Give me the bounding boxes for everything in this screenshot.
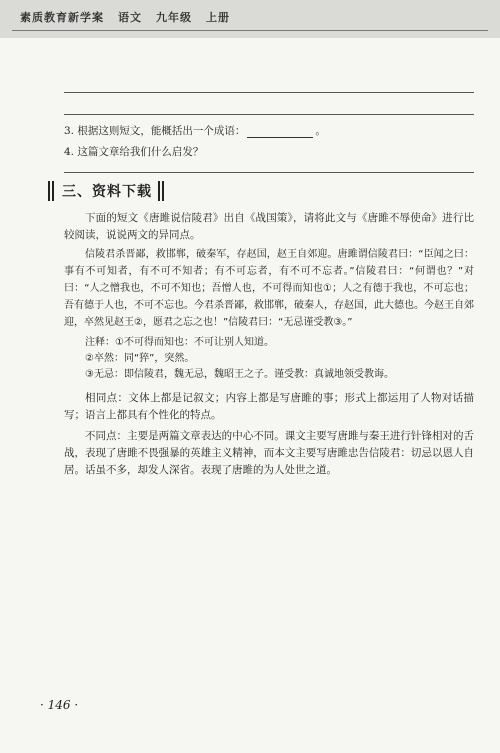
- header-grade: 九年级: [156, 11, 192, 24]
- notes-line-1: [64, 335, 474, 351]
- note-2: ②卒然：同“猝”，突然。: [85, 353, 195, 364]
- section-heading: [48, 180, 166, 202]
- page-header: [0, 0, 500, 38]
- section-title: 三、资料下载: [62, 184, 152, 200]
- similarities-paragraph: 相同点：文体上都是记叙文；内容上都是写唐雎的事；形式上都运用了人物对话描写；语言上都具有个性化的特点。: [64, 392, 474, 421]
- answer-line: [64, 92, 474, 93]
- section-bar: [48, 181, 50, 201]
- section-bar: [52, 181, 54, 201]
- differences-paragraph: 不同点：主要是两篇文章表达的中心不同。课文主要写唐雎与秦王进行针锋相对的舌战，表现了唐雎不畏强暴的英雄主义精神，而本文主要写唐雎忠告信陵君：切忌以恩人自居。话虽不多，却发人深省。表现了唐雎的为人处世之道。: [64, 430, 474, 476]
- note-3: ③无忌：即信陵君，魏无忌，魏昭王之子。谨受教：真诚地领受教诲。: [85, 369, 394, 380]
- header-title: [20, 9, 230, 25]
- question-3-text: 3. 根据这则短文，能概括出一个成语：: [64, 125, 246, 137]
- header-series: 素质教育新学案: [20, 11, 104, 24]
- question-4: 4. 这篇文章给我们什么启发？: [64, 146, 204, 158]
- answer-line: [64, 114, 474, 115]
- header-subject: 语文: [118, 11, 142, 24]
- notes-label: 注释：: [85, 337, 115, 348]
- notes: [64, 335, 474, 383]
- section-bar: [158, 181, 160, 201]
- note-1: ①不可得而知也：不可让别人知道。: [115, 337, 274, 348]
- answer-line: [64, 172, 474, 173]
- header-volume: 上册: [206, 11, 230, 24]
- question-3: [64, 124, 326, 138]
- header-rule: [12, 30, 488, 31]
- page-number: · 146 ·: [40, 698, 79, 712]
- question-3-end: 。: [315, 125, 326, 137]
- section-bar: [162, 181, 164, 201]
- answer-blank: [247, 126, 313, 138]
- intro-paragraph: 下面的短文《唐雎说信陵君》出自《战国策》，请将此文与《唐雎不辱使命》进行比较阅读，说说两文的异同点。: [64, 212, 474, 241]
- classical-text: 信陵君杀晋鄙，救邯郸，破秦军，存赵国，赵王自郊迎。唐雎谓信陵君曰：“臣闻之曰：事有不可知者，有不可不知者；有不可忘者，有不可不忘者。”信陵君曰：“何谓也？”对曰：“人之憎我也，不可不知也；吾憎人也，不可得而知也①；人之有德于我也，不可忘也；吾有德于人也，不可不忘也。今君杀晋鄙，救邯郸，破秦人，存赵国，此大德也。今赵王自郊迎，卒然见赵王②，愿君之忘之也！”信陵君曰：“无忌谨受教③。”: [64, 249, 474, 328]
